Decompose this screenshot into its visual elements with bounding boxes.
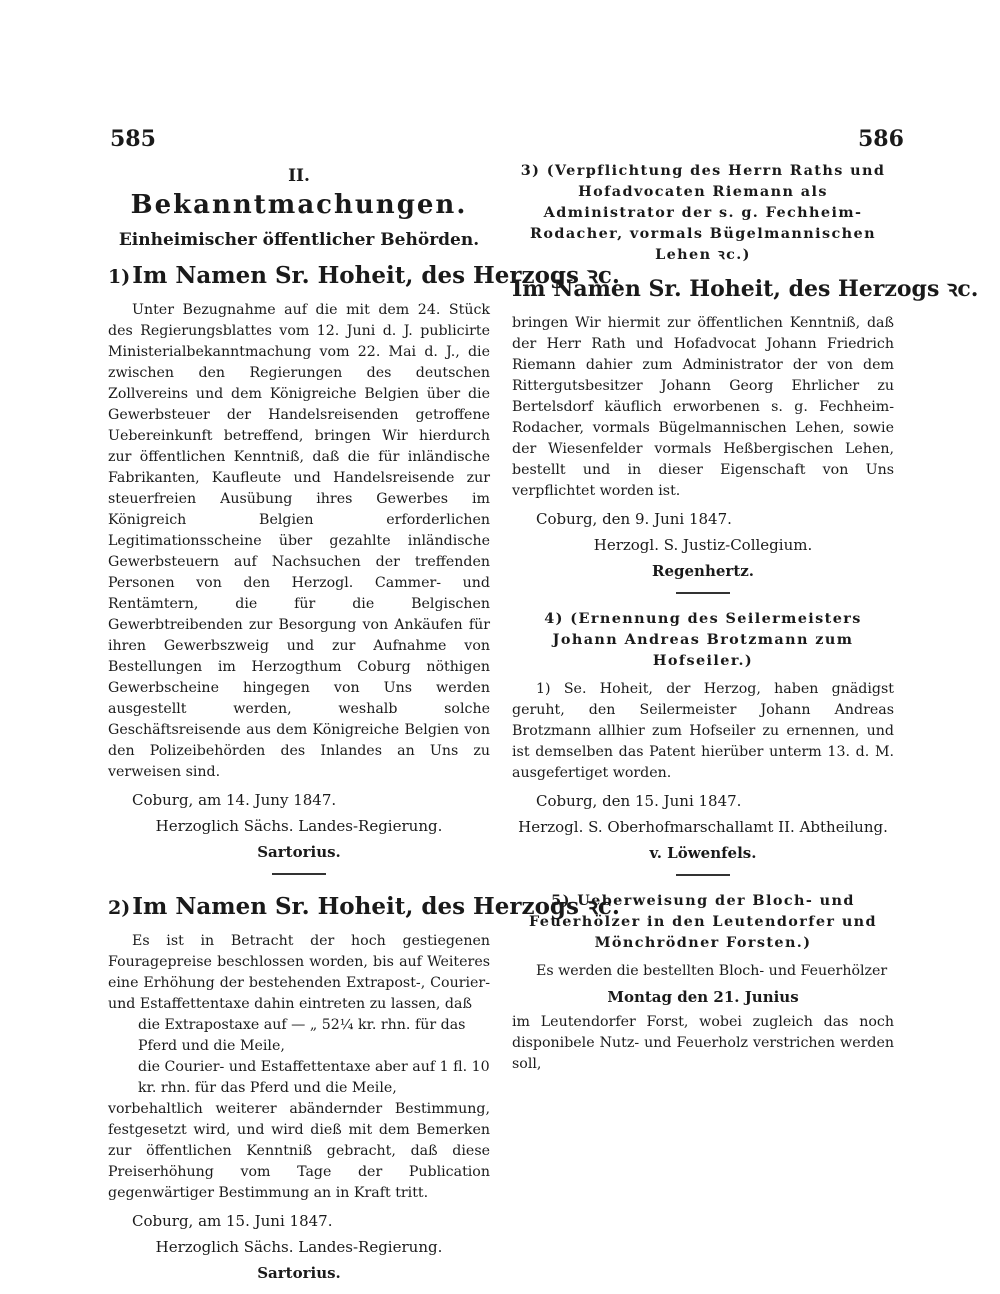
notice-1-body: Unter Bezugnahme auf die mit dem 24. Stück des Regierungsblattes vom 12. Juni d. J. publicirte Ministerialbekanntmachung vom 22. Mai d. J., die zwischen den Regierungen des deutschen Zollvereins und dem Königreiche Belgien über die Gewerbsteuer der Handelsreisenden getroffene Uebereinkunft betreffend, bringen Wir hierdurch zur öffentlichen Kenntniß, daß die für inländische Fabrikanten, Kaufleute und Handelsreisende zur steuerfreien Ausübung ihres Gewerbes im Königreich Belgien erforderlichen Legitimationsscheine über gezahlte inländische Gewerbsteuern auf Nachsuchen der treffenden Personen von den Herzogl. Cammer- und Rentämtern, die für die Belgischen Gewerbtreibenden zur Besorgung von Ankäufen für ihren Gewerbszweig und zur Aufnahme von Bestellungen im Herzogthum Coburg nöthigen Gewerbscheine hingegen von Uns werden ausgestellt werden, weshalb solche Geschäftsreisende aus dem Königreiche Belgien von den Polizeibehörden des Inlandes an Uns zu verweisen sind.: [108, 302, 490, 780]
notice-5-date-center: Montag den 21. Junius: [607, 988, 799, 1006]
page-number-left: 585: [110, 126, 156, 152]
notice-2-body-b: vorbehaltlich weiterer abändernder Bestimmung, festgesetzt wird, und wird dieß mit dem Bemerken zur öffentlichen Kenntniß gebracht, daß diese Preiserhöhung vom Tage der Publication gegenwärtiger Bestimmung an in Kraft tritt.: [108, 1101, 490, 1201]
left-column: [108, 160, 620, 1294]
section-title: Bekanntmachungen.: [130, 190, 468, 220]
notice-2-date: Coburg, am 15. Juni 1847.: [132, 1212, 333, 1230]
notice-2-rate-courier: die Courier- und Estaffettentaxe aber auf 1 fl. 10 kr. rhn. für das Pferd und die Meile,: [138, 1059, 490, 1096]
section-roman-numeral: II.: [288, 166, 310, 186]
notice-5-heading: 5) Ueberweisung der Bloch- und Feuerhölzer in den Leutendorfer und Mönchrödner Forsten.): [528, 892, 878, 951]
notice-3-title: Im Namen Sr. Hoheit, des Herzogs ꝛc.: [512, 276, 979, 302]
notice-2-heading-text: Im Namen Sr. Hoheit, des Herzogs ꝛc.: [132, 893, 620, 920]
section-subtitle: Einheimischer öffentlicher Behörden.: [118, 230, 480, 250]
notice-3-date: Coburg, den 9. Juni 1847.: [536, 510, 732, 528]
notice-1-heading: [108, 258, 620, 290]
notice-4-signer: v. Löwenfels.: [649, 844, 757, 862]
notice-2-rate-extrapost: die Extrapostaxe auf — „ 52¼ kr. rhn. für das Pferd und die Meile,: [138, 1017, 466, 1054]
notice-2-number: 2): [108, 897, 131, 919]
notice-1-number: 1): [108, 266, 131, 288]
notice-2-authority: Herzoglich Sächs. Landes-Regierung.: [155, 1238, 443, 1256]
notice-4-date: Coburg, den 15. Juni 1847.: [536, 792, 742, 810]
notice-4-authority: Herzogl. S. Oberhofmarschallamt II. Abtheilung.: [518, 818, 888, 836]
right-column: [512, 160, 979, 1075]
notice-3-authority: Herzogl. S. Justiz-Collegium.: [593, 536, 813, 554]
notice-3-heading: 3) (Verpflichtung des Herrn Raths und Hofadvocaten Riemann als Administrator der s. g. Fechheim-Rodacher, vormals Bügelmannischen Lehen ꝛc.): [520, 162, 886, 263]
notice-1-heading-text: Im Namen Sr. Hoheit, des Herzogs ꝛc.: [132, 262, 620, 289]
divider-rule: [676, 874, 730, 876]
notice-2-body-a: Es ist in Betracht der hoch gestiegenen Fouragepreise beschlossen worden, bis auf Weiteres eine Erhöhung der bestehenden Extrapost-, Courier- und Estaffettentaxe dahin eintreten zu lassen, daß: [108, 933, 490, 1012]
notice-3-signer: Regenhertz.: [652, 562, 754, 580]
notice-2-heading: [108, 889, 620, 921]
divider-rule: [272, 873, 326, 875]
notice-1-authority: Herzoglich Sächs. Landes-Regierung.: [155, 817, 443, 835]
notice-5-body-a: Es werden die bestellten Bloch- und Feuerhölzer: [536, 963, 888, 979]
notice-4-heading: 4) (Ernennung des Seilermeisters Johann Andreas Brotzmann zum Hofseiler.): [544, 610, 862, 669]
divider-rule: [676, 592, 730, 594]
page-number-right: 586: [858, 126, 904, 152]
notice-2-signer: Sartorius.: [257, 1264, 341, 1282]
notice-1-date: Coburg, am 14. Juny 1847.: [132, 791, 337, 809]
notice-4-body: 1) Se. Hoheit, der Herzog, haben gnädigst geruht, den Seilermeister Johann Andreas Brotzmann allhier zum Hofseiler zu ernennen, und ist demselben das Patent hierüber unterm 13. d. M. ausgefertiget worden.: [512, 681, 894, 781]
notice-1-signer: Sartorius.: [257, 843, 341, 861]
notice-5-body-b: im Leutendorfer Forst, wobei zugleich das noch disponibele Nutz- und Feuerholz verstrichen werden soll,: [512, 1014, 894, 1072]
notice-3-body: bringen Wir hiermit zur öffentlichen Kenntniß, daß der Herr Rath und Hofadvocat Johann Friedrich Riemann dahier zum Administrator der von dem Rittergutsbesitzer Johann Georg Ehrlicher zu Bertelsdorf käuflich erworbenen s. g. Fechheim-Rodacher, vormals Bügelmannischen Lehen, sowie der Wiesenfelder vormals Heßbergischen Lehen, bestellt und in dieser Eigenschaft von Uns verpflichtet worden ist.: [512, 315, 894, 499]
